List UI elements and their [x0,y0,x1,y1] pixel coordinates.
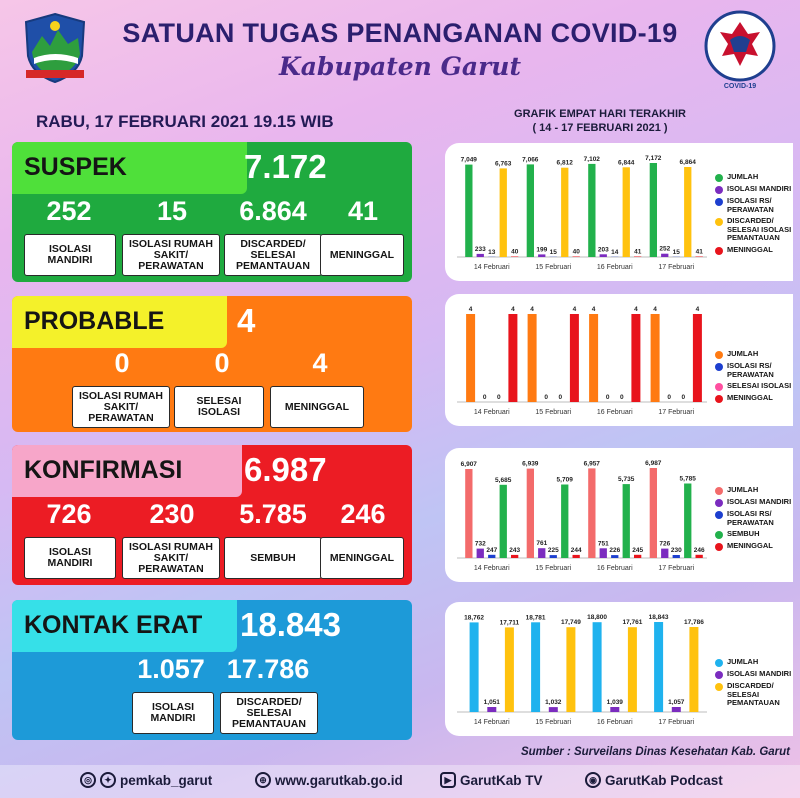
legend-label: JUMLAH [727,349,759,358]
probable-meninggal-label: MENINGGAL [270,386,364,428]
bar-value-label: 243 [509,546,521,554]
bar-value-label: 7,172 [645,155,662,162]
bar [650,468,657,558]
bar [505,627,514,712]
suspek-isolasi-rs-value: 15 [156,196,188,226]
legend-swatch [715,395,723,403]
bar-value-label: 4 [695,306,700,313]
report-date: RABU, 17 FEBRUARI 2021 19.15 WIB [36,112,334,131]
probable-chart-legend [715,350,793,406]
bar-value-label: 199 [536,246,548,254]
category-label: 14 Februari [473,409,510,416]
bar [651,314,660,402]
bar [549,707,558,712]
bar-value-label: 0 [496,394,501,401]
konfirmasi-chart-legend [715,486,793,554]
category-label: 16 Februari [596,719,633,726]
kontak-erat-chart [445,602,713,736]
bar [689,627,698,712]
youtube-link[interactable] [440,772,543,788]
bar [511,555,518,558]
bar-value-label: 6,957 [583,460,600,468]
bar [593,622,602,712]
bar-value-label: 4 [572,306,577,313]
legend-label: DISCARDED/ SELESAI ISOLASI PEMANTAUAN [727,216,792,242]
legend-swatch [715,198,723,206]
bar [634,555,641,558]
bar-value-label: 17,749 [560,619,581,627]
bar [631,314,640,402]
suspek-meninggal-value: 41 [347,196,379,226]
probable-chart [445,294,713,426]
legend-swatch [715,543,723,551]
bar [487,707,496,712]
legend-swatch [715,499,723,507]
konfirmasi-chart-panel [445,448,793,582]
probable-title: PROBABLE [24,307,165,335]
bar [623,484,630,558]
legend-swatch [715,531,723,539]
bar-value-label: 6,844 [618,159,635,167]
bar-value-label: 17,761 [622,619,643,627]
bar [684,484,691,559]
instagram-icon: ◎ [80,772,96,788]
legend-label: JUMLAH [727,485,759,494]
kontak-erat-isolasi-mandiri-value: 1.057 [137,654,205,684]
legend-item [715,498,793,507]
legend-swatch [715,247,723,255]
konfirmasi-title: KONFIRMASI [24,456,183,484]
bar [470,622,479,712]
bar [465,165,472,257]
konfirmasi-sembuh-value: 5.785 [239,499,307,529]
bar-value-label: 6,987 [645,460,662,467]
kontak-erat-chart-panel [445,602,793,736]
bar-value-label: 726 [659,540,671,548]
legend-label: SELESAI ISOLASI [727,381,792,390]
bar-value-label: 233 [474,245,486,253]
bar-value-label: 761 [536,540,548,548]
probable-meninggal-value: 4 [312,348,328,378]
legend-item [715,670,793,679]
bar-value-label: 7,049 [460,156,477,164]
category-label: 17 Februari [658,719,695,726]
konfirmasi-isolasi-mandiri-value: 726 [46,499,92,529]
bar-value-label: 5,785 [679,475,696,483]
legend-swatch [715,351,723,359]
svg-text:COVID-19: COVID-19 [723,83,757,90]
bar [550,555,557,558]
kontak-erat-section [12,600,412,740]
konfirmasi-isolasi-mandiri-label: ISOLASI MANDIRI [24,537,116,579]
legend-label: SEMBUH [727,529,760,538]
suspek-isolasi-rs-label: ISOLASI RUMAH SAKIT/ PERAWATAN [122,234,220,276]
legend-item [715,542,793,551]
page-title: SATUAN TUGAS PENANGANAN COVID-19 [122,18,678,48]
konfirmasi-chart [445,448,713,582]
suspek-isolasi-mandiri-label: ISOLASI MANDIRI [24,234,116,276]
legend-label: ISOLASI MANDIRI [727,184,792,193]
bar-value-label: 245 [632,546,644,554]
category-label: 15 Februari [535,719,572,726]
suspek-total: 7.172 [244,148,327,185]
bar-value-label: 5,685 [495,476,512,484]
legend-swatch [715,174,723,182]
bar-value-label: 40 [511,248,519,256]
suspek-chart-panel [445,143,793,281]
category-label: 14 Februari [473,719,510,726]
bar [634,257,641,258]
legend-swatch [715,218,723,226]
bar [500,485,507,558]
legend-label: ISOLASI MANDIRI [727,497,792,506]
legend-item [715,530,793,539]
legend-label: MENINGGAL [727,541,773,550]
bar [611,555,618,558]
bar-value-label: 0 [482,394,487,401]
category-label: 14 Februari [473,264,510,271]
bar-value-label: 0 [544,394,549,401]
bar-value-label: 203 [597,246,609,254]
suspek-discarded-label: DISCARDED/ SELESAI PEMANTAUAN [224,234,322,276]
category-label: 14 Februari [473,565,510,572]
bar-value-label: 41 [695,248,703,256]
category-label: 17 Februari [658,264,695,271]
bar [488,555,495,558]
bar-value-label: 4 [468,306,473,313]
legend-swatch [715,511,723,519]
suspek-chart-legend [715,173,793,258]
bar [600,254,607,257]
bar-value-label: 246 [693,546,705,554]
bar-value-label: 15 [672,248,680,256]
legend-item [715,394,793,403]
legend-label: ISOLASI MANDIRI [727,669,792,678]
konfirmasi-isolasi-rs-value: 230 [149,499,195,529]
category-label: 16 Februari [596,565,633,572]
bar [696,257,703,258]
probable-selesai-isolasi-label: SELESAI ISOLASI [174,386,264,428]
bar [465,469,472,558]
bar-value-label: 4 [511,306,515,313]
bar [538,548,545,558]
bar-value-label: 252 [659,245,671,253]
bar-value-label: 13 [488,248,496,256]
legend-swatch [715,487,723,495]
bar [661,549,668,558]
bar-value-label: 6,763 [495,160,512,168]
podcast-text: GarutKab Podcast [605,772,723,788]
bar-value-label: 0 [681,394,686,401]
bar-value-label: 41 [634,248,642,256]
bar [511,257,518,258]
youtube-icon: ▶ [440,772,456,788]
legend-item [715,362,793,379]
bar [588,164,595,257]
konfirmasi-sembuh-label: SEMBUH [224,537,322,579]
legend-item [715,350,793,359]
bar [561,485,568,559]
legend-item [715,185,793,194]
bar-value-label: 4 [591,306,596,313]
legend-item [715,217,793,243]
category-label: 15 Februari [535,565,572,572]
bar-value-label: 4 [634,306,638,313]
bar-value-label: 6,812 [556,159,573,167]
bar-value-label: 6,907 [460,461,477,468]
kontak-erat-total: 18.843 [240,606,341,643]
bar [527,164,534,257]
suspek-discarded-value: 6.864 [239,196,307,226]
bar [573,257,580,258]
bar [650,163,657,257]
bar [588,468,595,558]
bar-value-label: 6,939 [522,460,539,468]
bar [693,314,702,402]
youtube-text: GarutKab TV [460,772,543,788]
probable-selesai-isolasi-value: 0 [214,348,230,378]
bar [466,314,475,402]
legend-item [715,682,793,708]
bar [600,548,607,558]
bar-value-label: 732 [474,540,486,548]
bar [477,549,484,558]
bar [500,168,507,257]
legend-item [715,382,793,391]
bar-value-label: 18,762 [464,614,485,622]
legend-item [715,197,793,214]
source-note: Sumber : Surveilans Dinas Kesehatan Kab. Garut [520,746,790,758]
bar [661,254,668,257]
bar [589,314,598,402]
suspek-title: SUSPEK [24,153,127,181]
podcast-link[interactable] [585,772,723,788]
website-link[interactable] [255,772,403,788]
konfirmasi-section [12,445,412,585]
suspek-meninggal-label: MENINGGAL [320,234,404,276]
bar [628,627,637,712]
bar-value-label: 18,800 [587,614,608,622]
satgas-covid-logo [700,8,780,92]
suspek-section [12,142,412,282]
kontak-erat-isolasi-mandiri-label: ISOLASI MANDIRI [132,692,214,734]
bar-value-label: 4 [653,306,657,313]
bar-value-label: 1,039 [606,699,623,706]
suspek-isolasi-mandiri-value: 252 [46,196,92,226]
legend-swatch [715,383,723,391]
bar-value-label: 751 [597,540,609,548]
kontak-erat-discarded-label: DISCARDED/ SELESAI PEMANTAUAN [220,692,318,734]
bar-value-label: 0 [667,394,672,401]
bar [654,622,663,712]
bar-value-label: 17,786 [683,619,704,626]
chart-caption-title: GRAFIK EMPAT HARI TERAKHIR [514,108,686,120]
social-handle-text: pemkab_garut [120,772,213,788]
bar-value-label: 225 [547,547,559,555]
bar-value-label: 7,102 [583,155,600,163]
legend-label: DISCARDED/ SELESAI PEMANTAUAN [727,681,780,707]
legend-label: JUMLAH [727,657,759,666]
legend-item [715,246,793,255]
category-label: 16 Februari [596,409,633,416]
globe-icon: ⊕ [255,772,271,788]
bar-value-label: 1,051 [483,699,500,706]
bar-value-label: 0 [605,394,610,401]
legend-item [715,658,793,667]
bar-value-label: 14 [611,248,619,256]
legend-item [715,510,793,527]
bar [566,627,575,712]
bar [527,469,534,558]
kontak-erat-discarded-value: 17.786 [226,654,310,684]
bar [531,622,540,712]
probable-total: 4 [237,302,256,339]
bar-value-label: 4 [530,306,534,313]
konfirmasi-total: 6.987 [244,451,327,488]
probable-section [12,296,412,432]
bar [570,314,579,402]
legend-label: ISOLASI RS/ PERAWATAN [727,196,774,214]
bar-value-label: 18,781 [525,614,546,622]
probable-isolasi-rs-value: 0 [114,348,130,378]
legend-swatch [715,186,723,194]
bar-value-label: 1,057 [668,699,685,706]
bar-value-label: 247 [486,546,498,554]
konfirmasi-isolasi-rs-label: ISOLASI RUMAH SAKIT/ PERAWATAN [122,537,220,579]
category-label: 15 Februari [535,264,572,271]
bar-value-label: 0 [558,394,563,401]
bar-value-label: 15 [549,248,557,256]
bar-value-label: 1,032 [545,699,562,707]
legend-swatch [715,659,723,667]
bar-value-label: 17,711 [499,619,520,627]
kontak-erat-chart-legend [715,658,793,711]
bar-value-label: 18,843 [648,614,669,621]
bar [672,707,681,712]
bar-value-label: 244 [570,546,582,554]
page-subtitle: Kabupaten Garut [278,52,522,81]
legend-label: ISOLASI RS/ PERAWATAN [727,361,774,379]
legend-label: JUMLAH [727,172,759,181]
bar [538,254,545,257]
bar [696,555,703,558]
legend-item [715,486,793,495]
bar-value-label: 226 [609,547,621,555]
bar [477,254,484,257]
bar [561,168,568,257]
bar-value-label: 230 [670,547,682,554]
bar [673,555,680,558]
bar-value-label: 5,735 [618,476,635,484]
bar-value-label: 6,864 [679,159,696,166]
probable-chart-panel [445,294,793,426]
chart-caption [485,107,715,135]
bar-value-label: 7,066 [522,156,539,164]
chart-caption-range: ( 14 - 17 FEBRUARI 2021 ) [532,122,668,134]
bar [610,707,619,712]
bar [573,555,580,558]
legend-swatch [715,363,723,371]
podcast-icon: ◉ [585,772,601,788]
konfirmasi-meninggal-value: 246 [340,499,386,529]
legend-swatch [715,671,723,679]
kontak-erat-title: KONTAK ERAT [24,611,203,639]
legend-label: ISOLASI RS/ PERAWATAN [727,509,774,527]
suspek-chart [445,143,713,281]
legend-label: MENINGGAL [727,393,773,402]
bar [528,314,537,402]
bar-value-label: 5,709 [556,476,573,484]
category-label: 15 Februari [535,409,572,416]
bar-value-label: 0 [619,394,624,401]
twitter-icon: ✦ [100,772,116,788]
bar-value-label: 40 [572,248,580,256]
probable-isolasi-rs-label: ISOLASI RUMAH SAKIT/ PERAWATAN [72,386,170,428]
category-label: 16 Februari [596,264,633,271]
legend-item [715,173,793,182]
bar [508,314,517,402]
social-handle[interactable] [80,772,212,788]
legend-label: MENINGGAL [727,244,773,254]
konfirmasi-meninggal-label: MENINGGAL [320,537,404,579]
bar [623,167,630,257]
website-text: www.garutkab.go.id [275,772,403,788]
legend-swatch [715,683,723,691]
category-label: 17 Februari [658,409,695,416]
category-label: 17 Februari [658,565,695,572]
bar [684,167,691,257]
